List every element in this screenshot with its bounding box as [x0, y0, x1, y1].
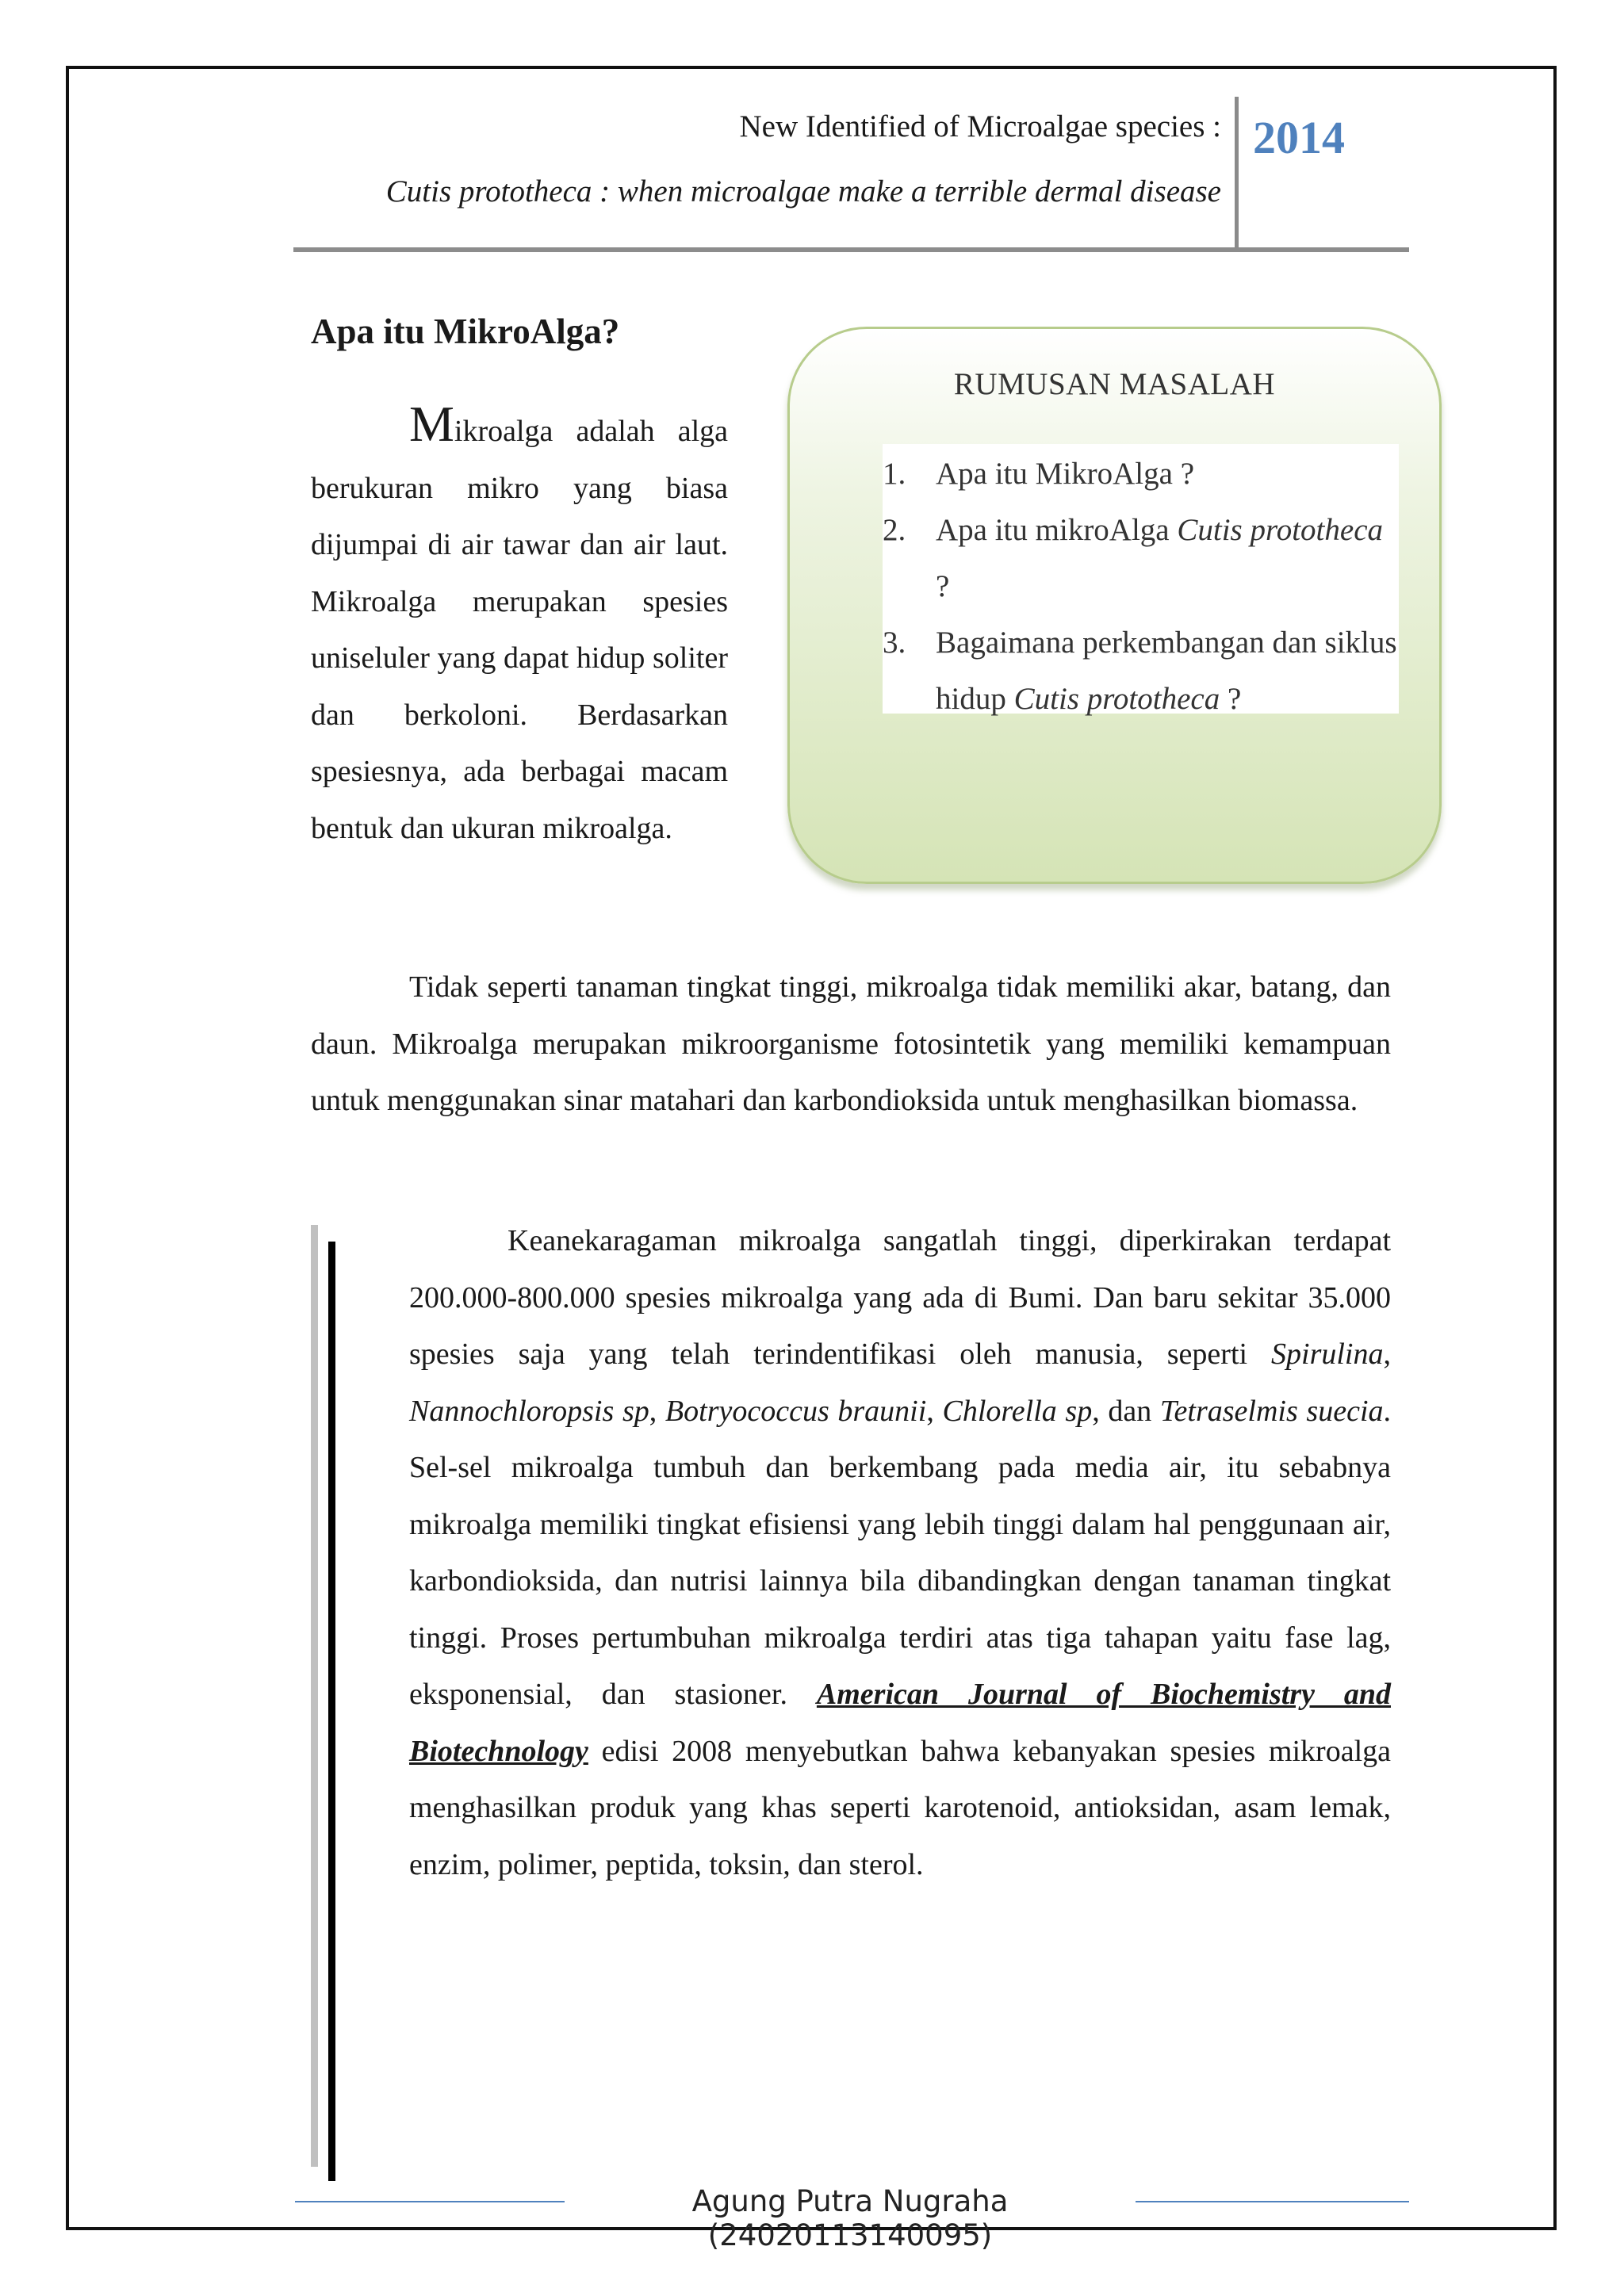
species-name: Nannochloropsis sp: [409, 1394, 649, 1428]
problem-item-text: Bagaimana perkembangan dan siklus hidup: [936, 626, 1397, 716]
intro-initial-letter: M: [409, 396, 454, 452]
problem-item-number: 1.: [883, 457, 906, 491]
quote-text: . Sel-sel mikroalga tumbuh dan berkembang pada media air, itu sebabnya mikroalga memiliki tingkat efisiensi yang lebih tinggi dalam hal penggunaan air, karbondioksida, dan nutrisi lainnya bila dibandingkan dengan tanaman tingkat tinggi. Proses pertumbuhan mikroalga terdiri atas tiga tahapan yaitu fase lag, eksponensial, dan stasioner.: [409, 1394, 1392, 1711]
footer-rule-right: [1136, 2201, 1409, 2202]
footer-author: Agung Putra Nugraha (24020113140095): [691, 2184, 1009, 2252]
quote-separator: , dan: [1092, 1394, 1160, 1428]
problem-statement-title: RUMUSAN MASALAH: [953, 367, 1276, 401]
problem-item-text: Apa itu mikroAlga: [936, 513, 1178, 547]
quote-bar-grey: [311, 1225, 318, 2167]
species-name: Chlorella sp: [942, 1394, 1093, 1428]
quote-text: Keanekaragaman mikroalga sangatlah tinggi, diperkirakan terdapat 200.000-800.000 spesies mikroalga yang ada di Bumi. Dan baru sekitar 35.000 spesies saja yang telah terindentifikasi oleh manusia, seperti: [409, 1224, 1391, 1371]
journal-reference-link[interactable]: American Journal of Biochemistry and Biotechnology: [409, 1678, 1391, 1768]
quote-text: edisi 2008 menyebutkan bahwa kebanyakan spesies mikroalga menghasilkan produk yang khas seperti karotenoid, antioksidan, asam lemak, enzim, polimer, peptida, toksin, dan sterol.: [409, 1734, 1391, 1881]
quote-paragraph: [409, 1213, 1391, 1893]
header-divider: [1235, 97, 1239, 249]
quote-separator: ,: [1383, 1337, 1391, 1371]
quote-separator: ,: [649, 1394, 665, 1428]
body-paragraph-text: Tidak seperti tanaman tingkat tinggi, mikroalga tidak memiliki akar, batang, dan daun. Mikroalga merupakan mikroorganisme fotosintetik yang memiliki kemampuan untuk menggunakan sinar matahari dan karbondioksida untuk menghasilkan biomassa.: [311, 970, 1391, 1117]
section-title: Apa itu MikroAlga?: [311, 312, 620, 351]
header-year: 2014: [1253, 112, 1345, 163]
header-title-line1: New Identified of Microalgae species :: [739, 109, 1221, 144]
problem-statement-box: [787, 327, 1442, 884]
body-paragraph: [311, 959, 1391, 1130]
problem-item: [883, 614, 1399, 727]
problem-item-species: Cutis prototheca: [1177, 513, 1384, 547]
quote-bar-black: [328, 1242, 335, 2181]
species-name: Tetraselmis suecia: [1159, 1394, 1384, 1428]
footer-rule-left: [295, 2201, 565, 2202]
quote-separator: ,: [926, 1394, 943, 1428]
problem-item-text-end: ?: [1220, 682, 1242, 716]
problem-item-text: Apa itu MikroAlga ?: [936, 457, 1195, 491]
problem-item: [883, 446, 1399, 502]
species-name: Spirulina: [1271, 1337, 1384, 1371]
problem-item: [883, 502, 1399, 614]
problem-item-number: 2.: [883, 513, 906, 547]
species-name: Botryococcus braunii: [665, 1394, 927, 1428]
problem-item-text-end: ?: [936, 569, 950, 603]
problem-list: [883, 446, 1399, 727]
header-rule: [293, 247, 1409, 252]
intro-text: ikroalga adalah alga berukuran mikro yang biasa dijumpai di air tawar dan air laut. Mikroalga merupakan spesies uniseluler yang dapat hidup soliter dan berkoloni. Berdasarkan spesiesnya, ada berbagai macam bentuk dan ukuran mikroalga.: [311, 415, 728, 845]
header-title-line2: Cutis prototheca : when microalgae make a terrible dermal disease: [385, 174, 1221, 209]
intro-paragraph: [311, 396, 728, 857]
problem-item-species: Cutis prototheca: [1013, 682, 1220, 716]
problem-item-number: 3.: [883, 626, 906, 660]
